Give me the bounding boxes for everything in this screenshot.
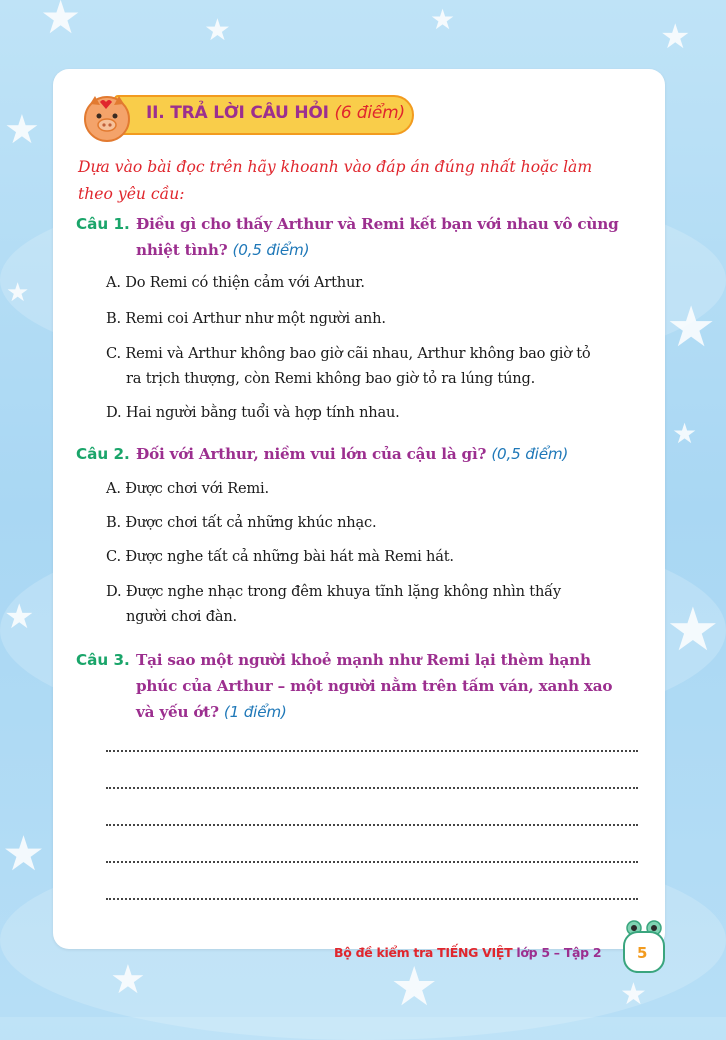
pig-icon	[80, 92, 134, 142]
question-3-text-line-3: và yếu ớt? (1 điểm)	[136, 703, 287, 721]
question-3-text-line-1: Tại sao một người khoẻ mạnh như Remi lại thèm hạnh	[136, 651, 591, 669]
question-2-number: Câu 2.	[76, 445, 130, 463]
star-icon: ★	[666, 295, 717, 360]
question-1-text-line-2: nhiệt tình? (0,5 điểm)	[136, 241, 310, 259]
star-icon: ★	[4, 597, 35, 637]
question-3-points: (1 điểm)	[223, 703, 287, 721]
star-icon: ★	[2, 826, 46, 882]
question-2-text: Đối với Arthur, niềm vui lớn của cậu là gì? (0,5 điểm)	[136, 445, 569, 463]
star-icon: ★	[390, 955, 439, 1018]
question-2-answer-a[interactable]: A. Được chơi với Remi.	[106, 480, 269, 497]
footer-grade: lớp 5 – Tập 2	[516, 945, 602, 960]
question-1-points: (0,5 điểm)	[232, 241, 310, 259]
star-icon: ★	[110, 957, 146, 1003]
question-2-answer-c[interactable]: C. Được nghe tất cả những bài hát mà Remi hát.	[106, 548, 454, 565]
star-icon: ★	[40, 0, 82, 44]
question-1-text-line-1: Điều gì cho thấy Arthur và Remi kết bạn với nhau vô cùng	[136, 215, 619, 233]
question-1-answer-c-line-1[interactable]: C. Remi và Arthur không bao giờ cãi nhau, Arthur không bao giờ tỏ	[106, 345, 591, 362]
question-3-number: Câu 3.	[76, 651, 130, 669]
question-1-answer-b[interactable]: B. Remi coi Arthur như một người anh.	[106, 310, 386, 327]
star-icon: ★	[620, 977, 647, 1012]
section-banner	[80, 92, 412, 138]
instructions-line-1: Dựa vào bài đọc trên hãy khoanh vào đáp án đúng nhất hoặc làm	[78, 158, 593, 176]
question-1-answer-d[interactable]: D. Hai người bằng tuổi và hợp tính nhau.	[106, 404, 400, 421]
section-title: II. TRẢ LỜI CÂU HỎI (6 điểm)	[146, 103, 405, 123]
question-2-answer-d-line-2[interactable]: người chơi đàn.	[126, 608, 237, 625]
star-icon: ★	[204, 13, 231, 48]
answer-line[interactable]	[106, 861, 638, 863]
star-icon: ★	[660, 17, 691, 57]
question-2-answer-b[interactable]: B. Được chơi tất cả những khúc nhạc.	[106, 514, 377, 531]
answer-line[interactable]	[106, 898, 638, 900]
star-icon: ★	[672, 417, 698, 450]
star-icon: ★	[430, 3, 456, 36]
question-1-answer-a[interactable]: A. Do Remi có thiện cảm với Arthur.	[106, 274, 365, 291]
instructions-line-2: theo yêu cầu:	[78, 185, 185, 203]
page-number: 5	[637, 944, 648, 962]
question-3-text-line-2: phúc của Arthur – một người nằm trên tấm ván, xanh xao	[136, 677, 613, 695]
answer-line[interactable]	[106, 787, 638, 789]
question-2-points: (0,5 điểm)	[491, 445, 569, 463]
question-1-answer-c-line-2[interactable]: ra trịch thượng, còn Remi không bao giờ tỏ ra lúng túng.	[126, 370, 536, 387]
star-icon: ★	[6, 278, 30, 308]
star-icon: ★	[4, 107, 40, 153]
question-1-number: Câu 1.	[76, 215, 130, 233]
footer-book-title: Bộ đề kiểm tra TIẾNG VIỆT lớp 5 – Tập 2	[334, 945, 602, 960]
star-icon: ★	[666, 595, 720, 665]
section-points: (6 điểm)	[334, 103, 405, 123]
answer-line[interactable]	[106, 824, 638, 826]
question-2-answer-d-line-1[interactable]: D. Được nghe nhạc trong đêm khuya tĩnh lặng không nhìn thấy	[106, 583, 561, 600]
footer-subject: TIẾNG VIỆT	[437, 945, 513, 960]
answer-line[interactable]	[106, 750, 638, 752]
